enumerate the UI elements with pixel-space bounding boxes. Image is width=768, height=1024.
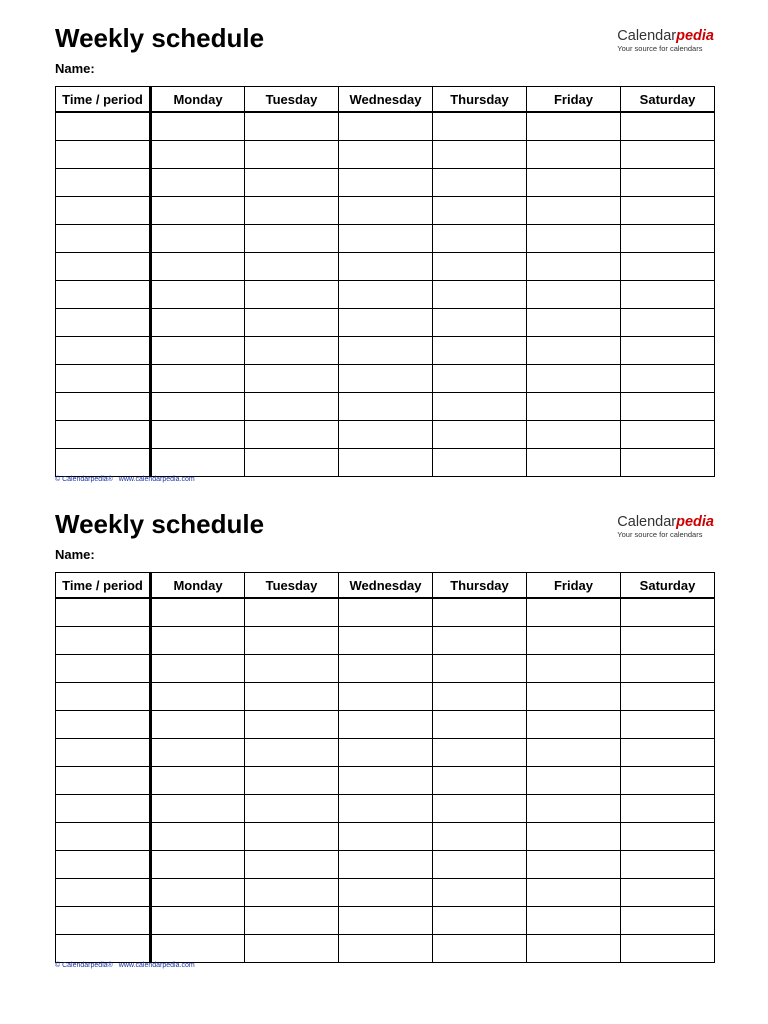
schedule-cell[interactable] [339, 823, 433, 851]
column-header-monday: Monday [151, 87, 245, 113]
schedule-cell[interactable] [151, 627, 245, 655]
schedule-cell[interactable] [621, 169, 715, 197]
schedule-cell[interactable] [527, 655, 621, 683]
schedule-row [56, 169, 715, 197]
schedule-cell[interactable] [245, 851, 339, 879]
schedule-cell[interactable] [433, 739, 527, 767]
schedule-cell[interactable] [621, 337, 715, 365]
schedule-row [56, 823, 715, 851]
schedule-row [56, 393, 715, 421]
schedule-cell[interactable] [245, 598, 339, 627]
schedule-cell[interactable] [433, 627, 527, 655]
schedule-cell[interactable] [527, 851, 621, 879]
column-header-friday: Friday [527, 573, 621, 599]
schedule-cell[interactable] [527, 169, 621, 197]
schedule-cell[interactable] [151, 421, 245, 449]
schedule-row [56, 627, 715, 655]
time-period-cell[interactable] [56, 683, 151, 711]
schedule-cell[interactable] [527, 739, 621, 767]
schedule-cell[interactable] [339, 197, 433, 225]
schedule-cell[interactable] [527, 309, 621, 337]
schedule-cell[interactable] [433, 823, 527, 851]
schedule-cell[interactable] [339, 309, 433, 337]
column-header-time: Time / period [56, 573, 151, 599]
schedule-cell[interactable] [621, 281, 715, 309]
schedule-cell[interactable] [621, 739, 715, 767]
time-period-cell[interactable] [56, 907, 151, 935]
schedule-row [56, 655, 715, 683]
schedule-cell[interactable] [433, 141, 527, 169]
schedule-cell[interactable] [621, 935, 715, 963]
schedule-cell[interactable] [527, 449, 621, 477]
schedule-cell[interactable] [245, 421, 339, 449]
schedule-cell[interactable] [151, 309, 245, 337]
time-period-cell[interactable] [56, 337, 151, 365]
schedule-cell[interactable] [433, 253, 527, 281]
schedule-cell[interactable] [621, 112, 715, 141]
schedule-cell[interactable] [245, 627, 339, 655]
schedule-cell[interactable] [339, 253, 433, 281]
schedule-cell[interactable] [245, 711, 339, 739]
schedule-cell[interactable] [527, 141, 621, 169]
schedule-cell[interactable] [339, 655, 433, 683]
schedule-cell[interactable] [527, 598, 621, 627]
schedule-cell[interactable] [339, 449, 433, 477]
schedule-cell[interactable] [433, 337, 527, 365]
schedule-cell[interactable] [245, 823, 339, 851]
column-header-wednesday: Wednesday [339, 573, 433, 599]
time-period-cell[interactable] [56, 169, 151, 197]
schedule-cell[interactable] [245, 169, 339, 197]
schedule-cell[interactable] [621, 309, 715, 337]
schedule-row [56, 225, 715, 253]
time-period-cell[interactable] [56, 393, 151, 421]
footer-copyright: © Calendarpedia® [55, 476, 113, 483]
column-header-friday: Friday [527, 87, 621, 113]
column-header-time: Time / period [56, 87, 151, 113]
schedule-cell[interactable] [245, 739, 339, 767]
schedule-cell[interactable] [433, 197, 527, 225]
name-label: Name: [55, 61, 95, 76]
schedule-row [56, 739, 715, 767]
schedule-cell[interactable] [151, 823, 245, 851]
schedule-row [56, 281, 715, 309]
schedule-cell[interactable] [151, 197, 245, 225]
schedule-cell[interactable] [433, 281, 527, 309]
schedule-cell[interactable] [527, 337, 621, 365]
schedule-cell[interactable] [151, 598, 245, 627]
schedule-cell[interactable] [339, 767, 433, 795]
schedule-cell[interactable] [433, 935, 527, 963]
schedule-cell[interactable] [339, 879, 433, 907]
schedule-cell[interactable] [151, 739, 245, 767]
schedule-cell[interactable] [621, 767, 715, 795]
logo-wordmark-accent: pedia [676, 28, 714, 44]
schedule-cell[interactable] [151, 225, 245, 253]
schedule-cell[interactable] [433, 711, 527, 739]
time-period-cell[interactable] [56, 112, 151, 141]
schedule-cell[interactable] [151, 337, 245, 365]
time-period-cell[interactable] [56, 879, 151, 907]
schedule-cell[interactable] [245, 365, 339, 393]
column-header-tuesday: Tuesday [245, 87, 339, 113]
schedule-cell[interactable] [433, 879, 527, 907]
schedule-row [56, 907, 715, 935]
schedule-cell[interactable] [527, 225, 621, 253]
page-title: Weekly schedule [55, 23, 265, 53]
schedule-cell[interactable] [339, 598, 433, 627]
schedule-cell[interactable] [527, 795, 621, 823]
schedule-cell[interactable] [433, 169, 527, 197]
schedule-cell[interactable] [527, 879, 621, 907]
time-period-cell[interactable] [56, 225, 151, 253]
schedule-cell[interactable] [621, 225, 715, 253]
schedule-row [56, 449, 715, 477]
time-period-cell[interactable] [56, 795, 151, 823]
schedule-row [56, 935, 715, 963]
logo-tagline: Your source for calendars [617, 44, 703, 53]
logo-wordmark [617, 515, 714, 530]
schedule-cell[interactable] [339, 365, 433, 393]
schedule-cell[interactable] [621, 253, 715, 281]
footer-url-link[interactable]: www.calendarpedia.com [118, 476, 195, 483]
schedule-cell[interactable] [339, 421, 433, 449]
schedule-row [56, 112, 715, 141]
column-header-wednesday: Wednesday [339, 87, 433, 113]
schedule-cell[interactable] [621, 683, 715, 711]
schedule-cell[interactable] [245, 449, 339, 477]
schedule-cell[interactable] [339, 393, 433, 421]
schedule-cell[interactable] [151, 365, 245, 393]
time-period-cell[interactable] [56, 197, 151, 225]
schedule-cell[interactable] [527, 711, 621, 739]
schedule-cell[interactable] [339, 627, 433, 655]
schedule-cell[interactable] [527, 281, 621, 309]
schedule-cell[interactable] [339, 907, 433, 935]
schedule-cell[interactable] [621, 627, 715, 655]
time-period-cell[interactable] [56, 739, 151, 767]
schedule-row [56, 253, 715, 281]
schedule-cell[interactable] [245, 337, 339, 365]
schedule-row [56, 851, 715, 879]
schedule-cell[interactable] [245, 795, 339, 823]
schedule-cell[interactable] [527, 767, 621, 795]
time-period-cell[interactable] [56, 851, 151, 879]
schedule-cell[interactable] [527, 197, 621, 225]
schedule-cell[interactable] [433, 598, 527, 627]
schedule-cell[interactable] [621, 141, 715, 169]
column-header-tuesday: Tuesday [245, 573, 339, 599]
schedule-cell[interactable] [339, 851, 433, 879]
schedule-cell[interactable] [151, 851, 245, 879]
time-period-cell[interactable] [56, 767, 151, 795]
schedule-cell[interactable] [339, 169, 433, 197]
schedule-cell[interactable] [433, 112, 527, 141]
schedule-cell[interactable] [339, 337, 433, 365]
schedule-row [56, 795, 715, 823]
time-period-cell[interactable] [56, 365, 151, 393]
schedule-cell[interactable] [527, 907, 621, 935]
schedule-cell[interactable] [527, 253, 621, 281]
column-header-thursday: Thursday [433, 573, 527, 599]
schedule-cell[interactable] [151, 449, 245, 477]
schedule-cell[interactable] [527, 393, 621, 421]
schedule-cell[interactable] [245, 141, 339, 169]
schedule-cell[interactable] [433, 683, 527, 711]
schedule-cell[interactable] [621, 879, 715, 907]
schedule-cell[interactable] [621, 851, 715, 879]
schedule-cell[interactable] [151, 253, 245, 281]
time-period-cell[interactable] [56, 141, 151, 169]
schedule-row [56, 365, 715, 393]
schedule-cell[interactable] [527, 365, 621, 393]
schedule-cell[interactable] [621, 449, 715, 477]
schedule-cell[interactable] [245, 309, 339, 337]
column-header-thursday: Thursday [433, 87, 527, 113]
schedule-cell[interactable] [339, 683, 433, 711]
time-period-cell[interactable] [56, 823, 151, 851]
column-header-saturday: Saturday [621, 573, 715, 599]
schedule-cell[interactable] [433, 907, 527, 935]
schedule-cell[interactable] [151, 767, 245, 795]
time-period-cell[interactable] [56, 309, 151, 337]
schedule-body [56, 112, 715, 477]
footer-copyright: © Calendarpedia® [55, 962, 113, 969]
schedule-cell[interactable] [339, 225, 433, 253]
schedule-cell[interactable] [151, 112, 245, 141]
schedule-cell[interactable] [527, 112, 621, 141]
calendarpedia-logo [617, 515, 714, 539]
calendarpedia-logo [617, 29, 714, 53]
schedule-body [56, 598, 715, 963]
schedule-cell[interactable] [151, 393, 245, 421]
schedule-cell[interactable] [433, 225, 527, 253]
logo-wordmark-accent: pedia [676, 514, 714, 530]
logo-wordmark-main: Calendar [617, 28, 677, 44]
schedule-row [56, 879, 715, 907]
name-label: Name: [55, 547, 95, 562]
schedule-cell[interactable] [339, 281, 433, 309]
schedule-table [55, 572, 715, 963]
time-period-cell[interactable] [56, 253, 151, 281]
footer-url-link[interactable]: www.calendarpedia.com [118, 962, 195, 969]
schedule-cell[interactable] [151, 795, 245, 823]
time-period-cell[interactable] [56, 655, 151, 683]
schedule-cell[interactable] [527, 823, 621, 851]
schedule-cell[interactable] [245, 281, 339, 309]
schedule-cell[interactable] [245, 655, 339, 683]
schedule-cell[interactable] [621, 393, 715, 421]
schedule-cell[interactable] [245, 907, 339, 935]
schedule-row [56, 711, 715, 739]
schedule-cell[interactable] [245, 683, 339, 711]
schedule-row [56, 598, 715, 627]
time-period-cell[interactable] [56, 281, 151, 309]
schedule-cell[interactable] [433, 851, 527, 879]
schedule-cell[interactable] [621, 823, 715, 851]
schedule-cell[interactable] [245, 225, 339, 253]
schedule-row [56, 421, 715, 449]
column-header-saturday: Saturday [621, 87, 715, 113]
schedule-row [56, 767, 715, 795]
schedule-cell[interactable] [245, 112, 339, 141]
schedule-cell[interactable] [339, 795, 433, 823]
schedule-cell[interactable] [621, 365, 715, 393]
column-header-monday: Monday [151, 573, 245, 599]
schedule-cell[interactable] [245, 935, 339, 963]
schedule-cell[interactable] [151, 655, 245, 683]
schedule-cell[interactable] [621, 795, 715, 823]
schedule-cell[interactable] [621, 711, 715, 739]
schedule-cell[interactable] [245, 393, 339, 421]
schedule-cell[interactable] [245, 767, 339, 795]
schedule-cell[interactable] [433, 449, 527, 477]
page-title: Weekly schedule [55, 509, 265, 539]
logo-wordmark [617, 29, 714, 44]
schedule-cell[interactable] [621, 655, 715, 683]
time-period-cell[interactable] [56, 598, 151, 627]
schedule-cell[interactable] [433, 767, 527, 795]
schedule-cell[interactable] [151, 935, 245, 963]
schedule-row [56, 197, 715, 225]
logo-wordmark-main: Calendar [617, 514, 677, 530]
schedule-cell[interactable] [245, 253, 339, 281]
schedule-cell[interactable] [151, 711, 245, 739]
schedule-cell[interactable] [621, 907, 715, 935]
time-period-cell[interactable] [56, 421, 151, 449]
schedule-cell[interactable] [245, 879, 339, 907]
schedule-cell[interactable] [151, 281, 245, 309]
schedule-cell[interactable] [433, 309, 527, 337]
schedule-cell[interactable] [151, 683, 245, 711]
time-period-cell[interactable] [56, 627, 151, 655]
schedule-cell[interactable] [339, 935, 433, 963]
schedule-cell[interactable] [339, 141, 433, 169]
header-row [56, 87, 715, 113]
schedule-cell[interactable] [433, 393, 527, 421]
schedule-cell[interactable] [527, 683, 621, 711]
schedule-cell[interactable] [339, 739, 433, 767]
schedule-row [56, 683, 715, 711]
schedule-cell[interactable] [527, 935, 621, 963]
schedule-cell[interactable] [433, 795, 527, 823]
footer-credit [55, 475, 195, 484]
header-row [56, 573, 715, 599]
schedule-row [56, 141, 715, 169]
schedule-row [56, 337, 715, 365]
logo-tagline: Your source for calendars [617, 530, 703, 539]
schedule-cell[interactable] [433, 421, 527, 449]
schedule-cell[interactable] [527, 627, 621, 655]
schedule-cell[interactable] [151, 141, 245, 169]
time-period-cell[interactable] [56, 935, 151, 963]
schedule-cell[interactable] [621, 421, 715, 449]
schedule-cell[interactable] [621, 598, 715, 627]
time-period-cell[interactable] [56, 711, 151, 739]
schedule-cell[interactable] [621, 197, 715, 225]
schedule-cell[interactable] [339, 112, 433, 141]
time-period-cell[interactable] [56, 449, 151, 477]
schedule-row [56, 309, 715, 337]
schedule-cell[interactable] [151, 169, 245, 197]
schedule-cell[interactable] [151, 879, 245, 907]
schedule-cell[interactable] [433, 655, 527, 683]
schedule-cell[interactable] [527, 421, 621, 449]
schedule-cell[interactable] [433, 365, 527, 393]
footer-credit [55, 961, 195, 970]
schedule-table [55, 86, 715, 477]
schedule-cell[interactable] [339, 711, 433, 739]
schedule-cell[interactable] [245, 197, 339, 225]
schedule-cell[interactable] [151, 907, 245, 935]
